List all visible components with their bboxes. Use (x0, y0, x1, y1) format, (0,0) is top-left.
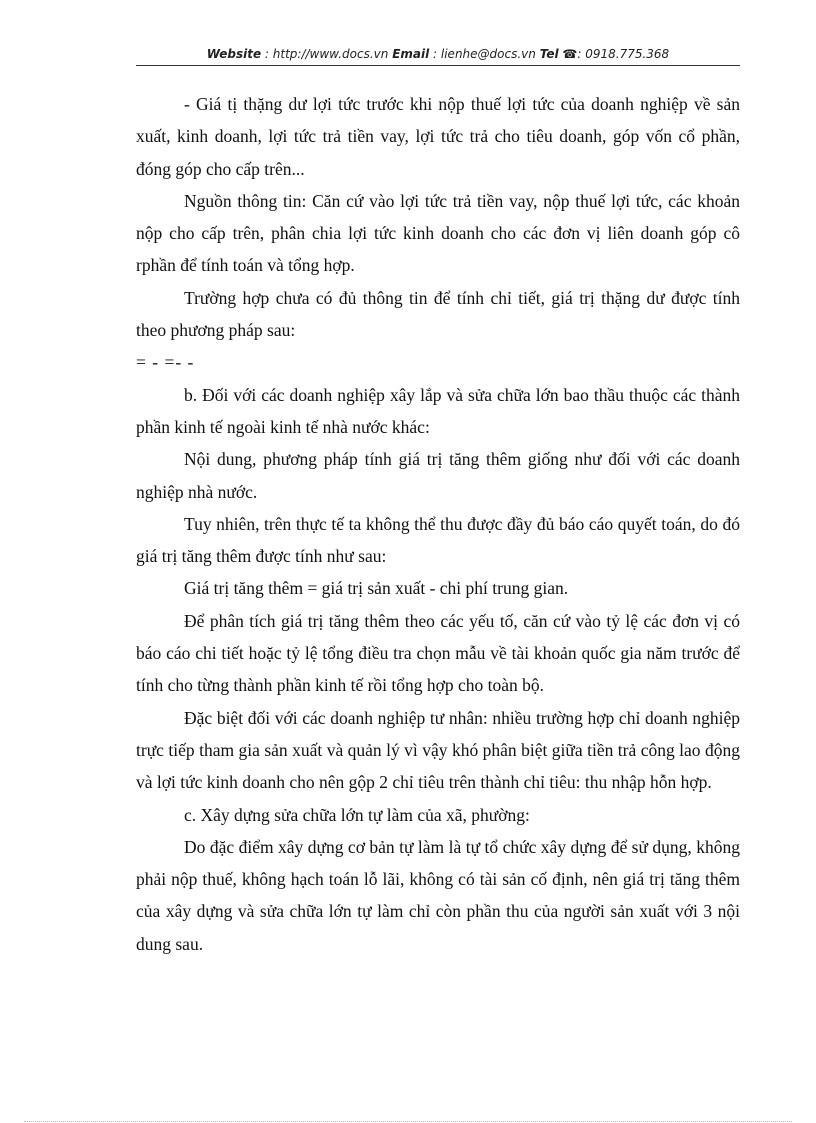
paragraph-private-enterprises: Đặc biệt đối với các doanh nghiệp tư nhân: nhiều trường hợp chỉ doanh nghiệp trực tiếp tham gia sản xuất và quản lý vì vậy khó phân biệt giữa tiền trả công lao động và lợi tức kinh doanh cho nên gộp 2 chỉ tiêu trên thành chỉ tiêu: thu nhập hỗn hợp. (136, 707, 740, 793)
document-body (136, 88, 740, 960)
paragraph-self-construction: Do đặc điểm xây dựng cơ bản tự làm là tự tổ chức xây dựng để sử dụng, không phải nộp thuế, không hạch toán lỗ lãi, không có tài sản cố định, nên giá trị tăng thêm của xây dựng và sửa chữa lớn tự làm chỉ còn phần thu của người sản xuất với 3 nội dung sau. (136, 836, 740, 954)
header-divider (136, 65, 740, 66)
paragraph-info-source: Nguồn thông tin: Căn cứ vào lợi tức trả tiền vay, nộp thuế lợi tức, các khoản nộp cho cấp trên, phân chia lợi tức kinh doanh cho các đơn vị liên doanh góp cô rphần để tính toán và tổng hợp. (136, 190, 740, 276)
website-value: : http://www.docs.vn (261, 47, 393, 61)
section-b-heading: b. Đối với các doanh nghiệp xây lắp và sửa chữa lớn bao thầu thuộc các thành phần kinh tế ngoài kinh tế nhà nước khác: (136, 384, 740, 437)
email-value: : lienhe@docs.vn (429, 47, 540, 61)
section-c-heading: c. Xây dựng sửa chữa lớn tự làm của xã, phường: (184, 804, 530, 825)
tel-label: Tel (539, 47, 559, 61)
email-label: Email (392, 47, 430, 61)
paragraph-however: Tuy nhiên, trên thực tế ta không thể thu được đầy đủ báo cáo quyết toán, do đó giá trị tăng thêm được tính như sau: (136, 513, 740, 567)
tel-value: : 0918.775.368 (577, 47, 670, 61)
paragraph-method: Nội dung, phương pháp tính giá trị tăng thêm giống như đối với các doanh nghiệp nhà nước. (136, 449, 740, 502)
paragraph-analysis: Để phân tích giá trị tăng thêm theo các yếu tố, căn cứ vào tỷ lệ các đơn vị có báo cáo chi tiết hoặc tỷ lệ tổng điều tra chọn mẫu về tài khoản quốc gia năm trước để tính cho từng thành phần kinh tế rồi tổng hợp cho toàn bộ. (136, 610, 740, 696)
paragraph-surplus-value: - Giá tị thặng dư lợi tức trước khi nộp thuế lợi tức của doanh nghiệp về sản xuất, kinh doanh, lợi tức trả tiền vay, lợi tức trả cho tiêu doanh, góp vốn cổ phần, đóng góp cho cấp trên... (136, 94, 740, 179)
page-bottom-border (24, 1121, 792, 1122)
formula-line: = - =- - (136, 352, 195, 373)
website-label: Website (206, 47, 262, 61)
value-added-formula: Giá trị tăng thêm = giá trị sản xuất - chi phí trung gian. (184, 578, 569, 599)
phone-icon: ☎ (562, 47, 578, 61)
paragraph-missing-info: Trường hợp chưa có đủ thông tin để tính chỉ tiết, giá trị thặng dư được tính theo phương pháp sau: (136, 287, 740, 341)
page-header (136, 47, 740, 61)
